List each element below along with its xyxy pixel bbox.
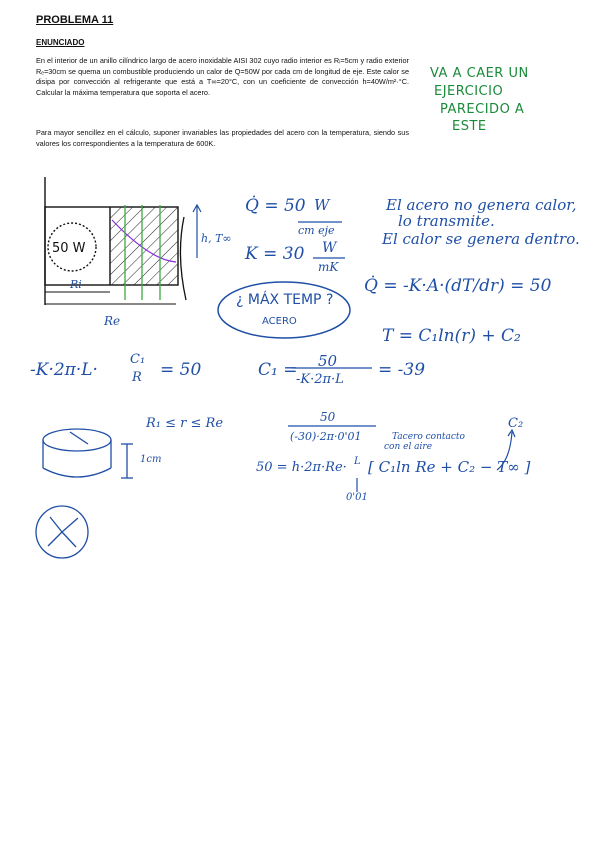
tacero-label: con el aire xyxy=(384,442,433,452)
conductivity-unit-num: W xyxy=(322,240,337,256)
bubble-subject: ACERO xyxy=(262,316,297,327)
heat-unit-num: W xyxy=(314,196,330,214)
note-line: El calor se genera dentro. xyxy=(382,230,580,248)
heat-label: 50 W xyxy=(52,241,86,256)
convection-label: h, T∞ xyxy=(201,232,232,245)
sub-frac-den: (-30)·2π·0'01 xyxy=(290,430,362,443)
note-line: El acero no genera calor, xyxy=(386,196,577,214)
green-note-line: VA A CAER UN xyxy=(430,66,529,81)
cylinder-sketch xyxy=(43,429,133,478)
flux-frac-den: R xyxy=(132,370,142,385)
radial-flux-circle xyxy=(36,506,88,558)
c1-numerator: 50 xyxy=(318,352,338,370)
conductivity-equation: K = 30 xyxy=(245,244,305,264)
max-temp-bubble xyxy=(218,282,350,338)
green-note-line: PARECIDO A xyxy=(440,102,525,117)
inner-radius-label: Ri xyxy=(70,278,82,291)
fourier-law: Q̇ = -K·A·(dT/dr) = 50 xyxy=(364,276,552,296)
outer-radius-label: Re xyxy=(104,314,121,328)
green-note-line: ESTE xyxy=(452,119,487,134)
tacero-label: Tacero contacto xyxy=(392,432,465,442)
heat-unit-den: cm eje xyxy=(298,224,335,237)
bubble-question: ¿ MÁX TEMP ? xyxy=(236,292,334,308)
c1-denominator: -K·2π·L xyxy=(296,372,344,387)
c2-label: C₂ xyxy=(508,416,524,431)
convection-equation: 50 = h·2π·Re· xyxy=(256,460,347,475)
heat-rate-equation: Q̇ = 50 xyxy=(245,196,306,216)
section-heading: ENUNCIADO xyxy=(36,38,85,47)
length-value: 0'01 xyxy=(346,492,368,503)
flux-equation-left: -K·2π·L· xyxy=(30,360,98,380)
problem-title: PROBLEMA 11 xyxy=(36,14,114,26)
convection-bracket: [ C₁ln Re + C₂ − T∞ ] xyxy=(368,458,531,476)
c1-lhs: C₁ = xyxy=(258,360,298,380)
temperature-solution: T = C₁ln(r) + C₂ xyxy=(382,326,521,346)
conductivity-unit-den: mK xyxy=(318,260,339,274)
statement-paragraph: En el interior de un anillo cilíndrico largo de acero inoxidable AISI 302 cuyo radio interior es Rᵢ=5cm y radio exterior Rₑ=30cm se quema un combustible produciendo un calor de Q=50W por cada cm de longitud de eje. Este calor se disipa por convección al refrigerante que está a T∞=20°C, con un coeficiente de convección h=40W/m²·°C. Calcular la máxima temperatura que soporta el acero. xyxy=(36,56,409,98)
note-line: lo transmite. xyxy=(398,212,495,230)
convection-length: L xyxy=(354,456,361,467)
flux-frac-num: C₁ xyxy=(130,352,146,367)
c1-result: = -39 xyxy=(378,360,426,380)
assumption-paragraph: Para mayor sencillez en el cálculo, suponer invariables las propiedades del acero con la temperatura, siendo sus valores los correspondientes a la temperatura de 600K. xyxy=(36,128,409,148)
sub-frac-num: 50 xyxy=(320,410,336,424)
flux-equation-rhs: = 50 xyxy=(160,360,202,380)
radius-range: R₁ ≤ r ≤ Re xyxy=(146,416,224,431)
cylinder-length: 1cm xyxy=(140,454,162,465)
green-note-line: EJERCICIO xyxy=(434,84,504,99)
